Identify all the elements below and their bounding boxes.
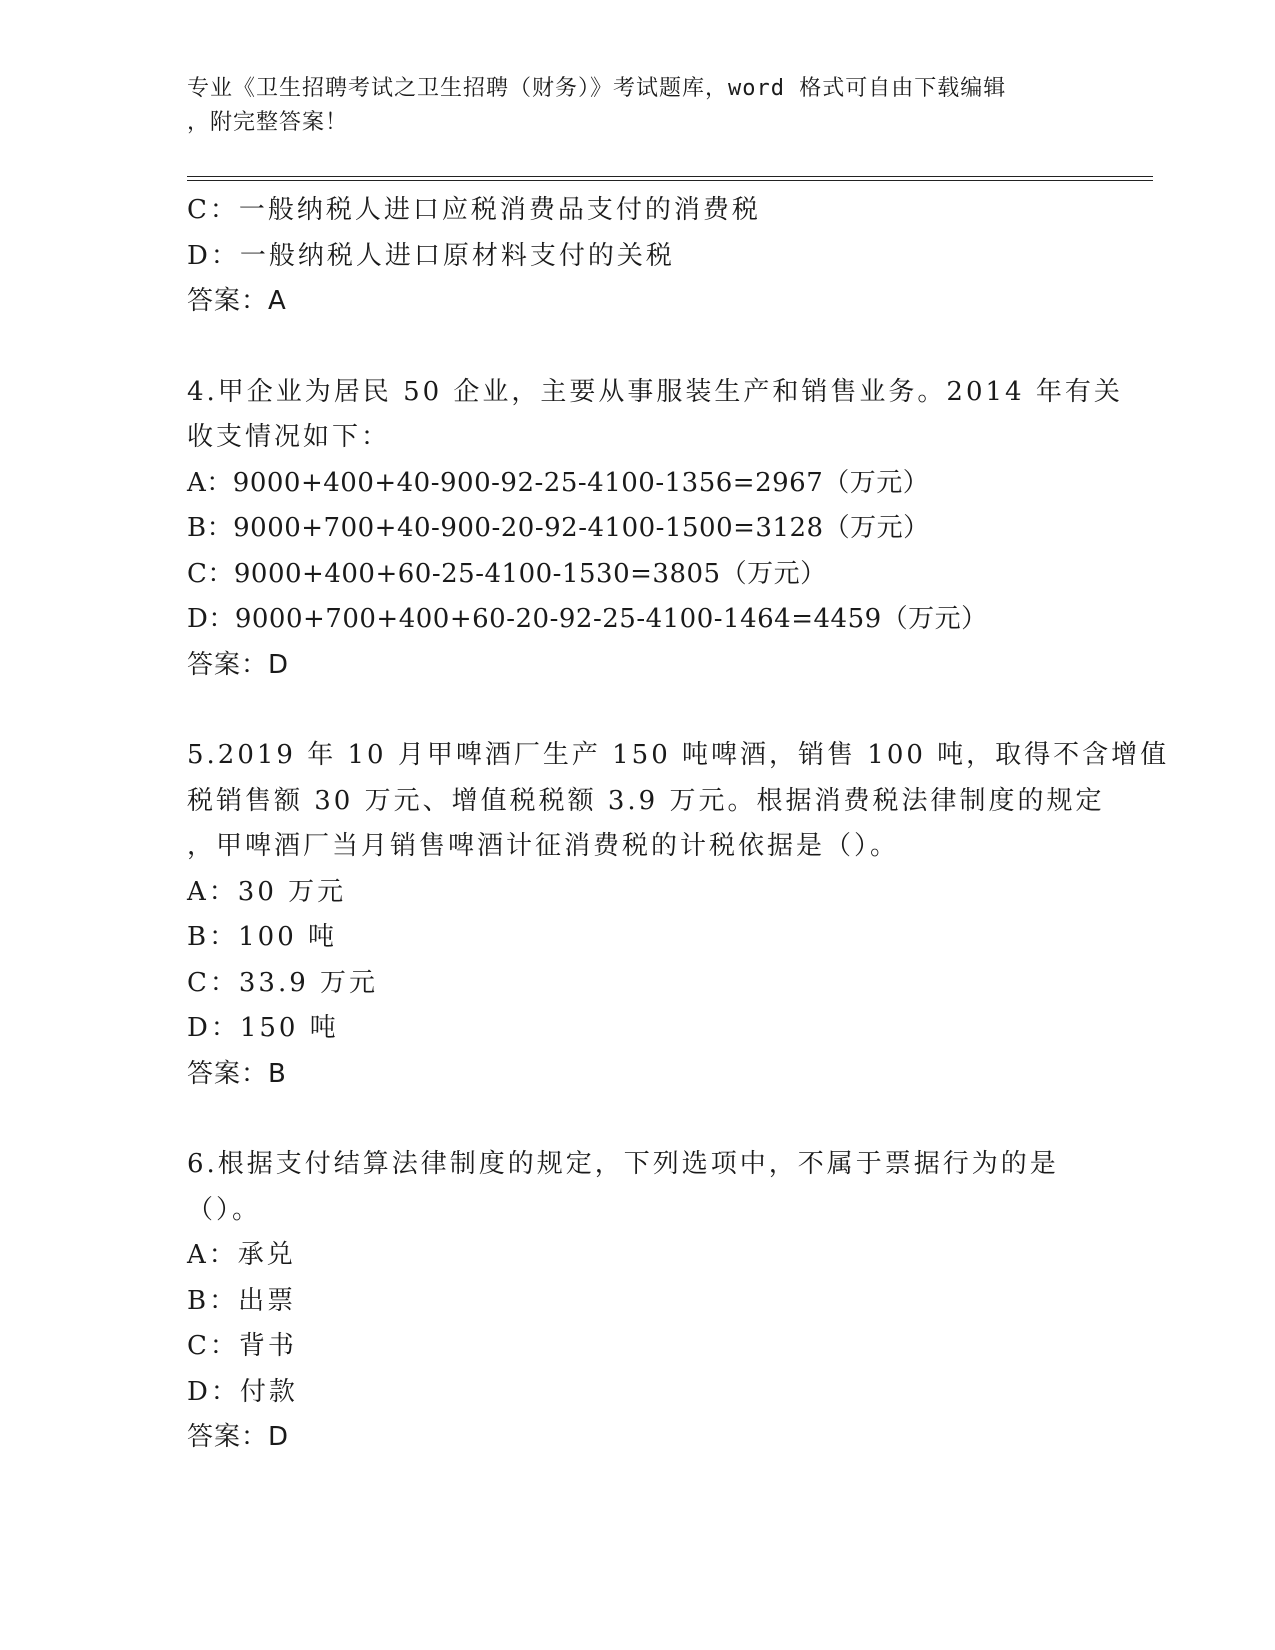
answer-value: B: [268, 1058, 287, 1089]
answer-label: 答案：: [187, 286, 269, 316]
question-6: [187, 1142, 1087, 1461]
answer-line: [187, 279, 1087, 325]
option-c: C：33.9 万元: [187, 967, 379, 998]
answer-label: 答案：: [187, 649, 269, 680]
option-a: A：9000+400+40-900-92-25-4100-1356=2967（万元）: [187, 467, 930, 498]
question-stem-line: （）。: [187, 1194, 262, 1225]
header-divider: [187, 176, 1153, 181]
spacer: [187, 325, 1087, 370]
question-stem-line: ，甲啤酒厂当月销售啤酒计征消费税的计税依据是（）。: [187, 831, 900, 861]
answer-value: A: [268, 286, 287, 316]
question-5: [187, 733, 1170, 1097]
option-b: B：出票: [187, 1285, 297, 1316]
option-a: A：30 万元: [187, 876, 347, 907]
header-line-2: ，附完整答案！: [187, 110, 349, 135]
question-stem-line: 4.甲企业为居民 50 企业，主要从事服装生产和销售业务。2014 年有关: [187, 376, 1123, 407]
document-body: [187, 188, 1170, 1461]
answer-value: D: [268, 1422, 290, 1452]
page-header: [187, 72, 1067, 140]
answer-label: 答案：: [187, 1058, 269, 1089]
question-3-continuation: [187, 188, 1087, 325]
option-c: C：9000+400+60-25-4100-1530=3805（万元）: [187, 558, 827, 589]
option-a: A：承兑: [187, 1240, 296, 1270]
option-d: D：一般纳税人进口原材料支付的关税: [187, 240, 675, 271]
question-stem-line: 5.2019 年 10 月甲啤酒厂生产 150 吨啤酒，销售 100 吨，取得不含增值: [187, 740, 1170, 770]
option-c: C：一般纳税人进口应税消费品支付的消费税: [187, 195, 761, 225]
option-c: C：背书: [187, 1331, 297, 1361]
answer-line: [187, 1415, 1087, 1461]
answer-line: [187, 1052, 1087, 1098]
answer-value: D: [268, 649, 290, 680]
question-stem-line: 6.根据支付结算法律制度的规定，下列选项中，不属于票据行为的是: [187, 1149, 1059, 1179]
question-4: [187, 370, 1123, 689]
option-d: D：150 吨: [187, 1013, 339, 1043]
option-d: D：付款: [187, 1376, 298, 1407]
spacer: [187, 1097, 1087, 1142]
option-b: B：100 吨: [187, 922, 337, 952]
answer-label: 答案：: [187, 1422, 269, 1452]
option-b: B：9000+700+40-900-20-92-4100-1500=3128（万元）: [187, 513, 930, 543]
answer-line: [187, 643, 1087, 689]
question-stem-line: 收支情况如下：: [187, 422, 391, 452]
header-line-1: 专业《卫生招聘考试之卫生招聘（财务）》考试题库，word 格式可自由下载编辑: [187, 76, 1007, 101]
spacer: [187, 688, 1087, 733]
option-d: D：9000+700+400+60-20-92-25-4100-1464=4459（万元）: [187, 604, 988, 634]
question-stem-line: 税销售额 30 万元、增值税税额 3.9 万元。根据消费税法律制度的规定: [187, 785, 1105, 816]
